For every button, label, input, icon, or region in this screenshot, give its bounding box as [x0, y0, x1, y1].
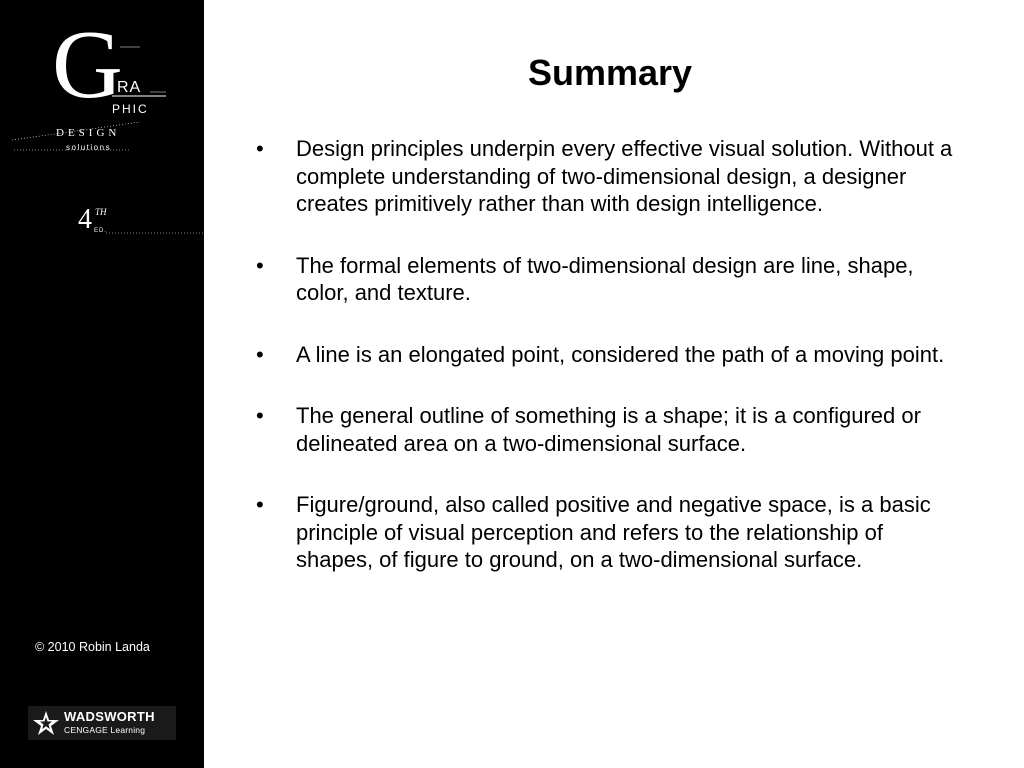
book-logo [0, 0, 204, 250]
bullet-text: The formal elements of two-dimensional design are line, shape, color, and texture. [296, 252, 914, 305]
bullet-text: Figure/ground, also called positive and negative space, is a basic principle of visual perception and refers to the relationship of shapes, of figure to ground, on a two-dimensional surface. [296, 492, 931, 572]
bullet-marker: • [256, 136, 264, 161]
publisher-star-icon [32, 710, 60, 736]
bullet-text: A line is an elongated point, considered the path of a moving point. [296, 341, 945, 367]
logo-letters-phic: PHIC [112, 102, 149, 116]
sidebar [0, 0, 204, 768]
bullet-marker: • [256, 341, 264, 367]
bullet-item [256, 252, 956, 307]
bullet-item [256, 402, 956, 457]
slide-title: Summary [527, 52, 693, 93]
logo-letter-g: G [52, 11, 123, 119]
copyright-notice: © 2010 Robin Landa [35, 640, 150, 654]
bullet-marker: • [256, 492, 264, 517]
bullet-item [256, 135, 956, 218]
logo-word-design: DESIGN [56, 127, 121, 139]
publisher-logo [28, 706, 176, 740]
publisher-name: WADSWORTH [64, 709, 155, 724]
logo-letters-ra: RA [117, 79, 142, 96]
bullet-text: The general outline of something is a shape; it is a configured or delineated area on a two-dimensional surface. [296, 403, 921, 456]
bullet-marker: • [256, 252, 264, 278]
edition-suffix: TH [95, 207, 107, 217]
edition-label: ED. [94, 228, 108, 234]
bullet-item [256, 341, 956, 369]
bullet-item [256, 491, 956, 574]
bullet-text: Design principles underpin every effective visual solution. Without a complete understanding of two-dimensional design, a designer creates primitively rather than with design intelligence. [296, 136, 953, 216]
bullet-marker: • [256, 403, 264, 428]
bullet-list [256, 135, 956, 608]
publisher-subname: CENGAGE Learning [64, 725, 146, 735]
logo-word-solutions: solutions [66, 143, 112, 152]
edition-number: 4 [78, 204, 92, 235]
